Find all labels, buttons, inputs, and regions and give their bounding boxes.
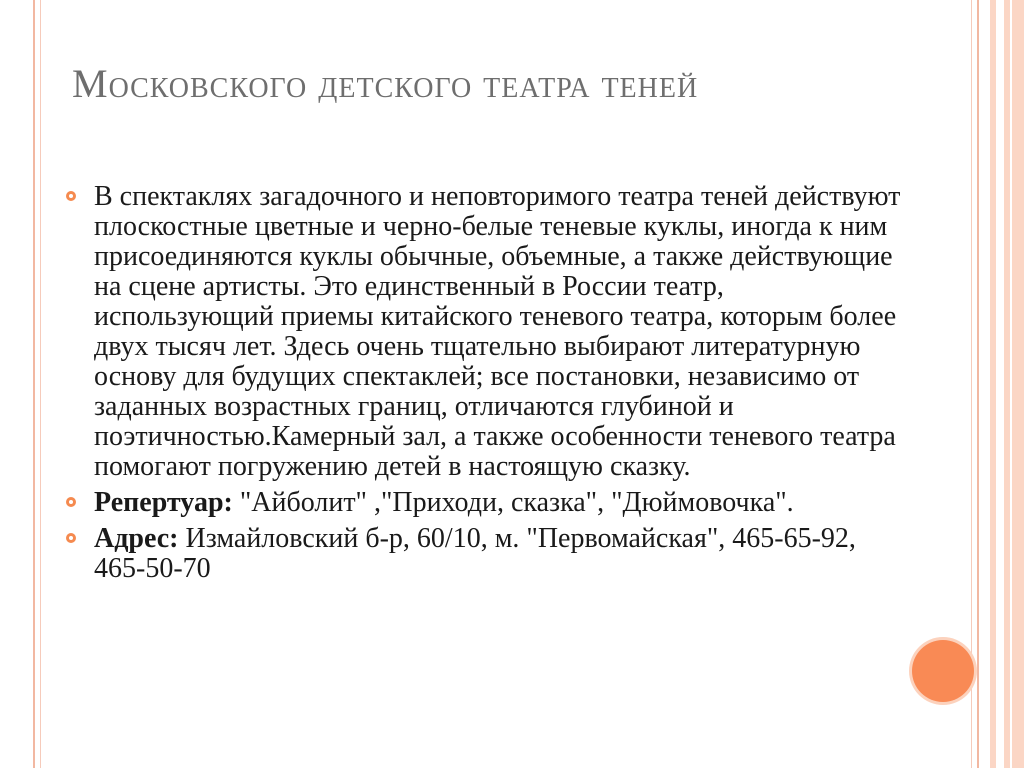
bullet-item-address [62,524,902,584]
circle-bullet-icon [66,533,76,543]
stripe [1010,0,1012,768]
bullet-text: В спектаклях загадочного и неповторимого театра теней действуют плоскостные цветные и черно-белые теневые куклы, иногда к ним присоединяются куклы обычные, объемные, а также действующие на сцене артисты. Это единственный в России театр, использующий приемы китайского теневого театра, которым более двух тысяч лет. Здесь очень тщательно выбирают литературную основу для будущих спектаклей; все постановки, независимо от заданных возрастных границ, отличаются глубиной и поэтичностью.Камерный зал, а также особенности теневого театра помогают погружению детей в настоящую сказку. [94,181,901,482]
bullet-item-repertoire [62,488,902,518]
bullet-text: "Айболит" ,"Приходи, сказка", "Дюймовочка". [232,487,794,518]
orange-circle-icon [912,640,974,702]
slide-title: Московского детского театра теней [72,61,699,106]
circle-bullet-icon [66,497,76,507]
bullet-text: Измайловский б-р, 60/10, м. "Первомайская", 465-65-92, 465-50-70 [94,523,856,584]
stripe [996,0,1004,768]
slide-body [62,182,902,590]
circle-bullet-icon [66,191,76,201]
bullet-lead: Репертуар: [94,487,233,518]
bullet-item-description [62,182,902,482]
right-stripes-decoration [990,0,1024,768]
bullet-lead: Адрес: [94,523,179,554]
